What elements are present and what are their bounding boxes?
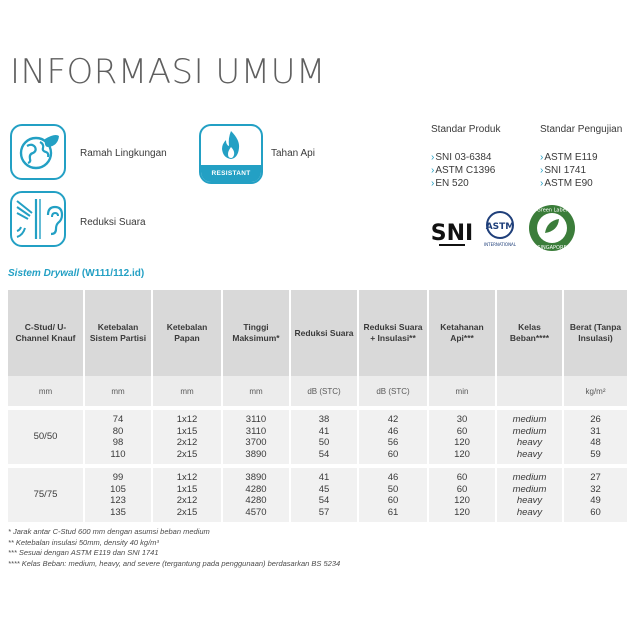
column-header: Ketahanan Api*** bbox=[428, 290, 496, 376]
unit-cell bbox=[496, 376, 563, 406]
resistant-badge: RESISTANT bbox=[201, 165, 261, 182]
page-title: INFORMASI UMUM bbox=[10, 52, 326, 92]
list-item: ›EN 520 bbox=[431, 178, 469, 189]
stud-cell: 50/50 bbox=[8, 410, 84, 464]
column-header: Ketebalan Papan bbox=[152, 290, 222, 376]
svg-text:Green Label: Green Label bbox=[536, 207, 568, 214]
table-row-group-2 bbox=[8, 468, 627, 522]
arrow-icon: › bbox=[540, 165, 544, 176]
board-cell: 1x12 1x15 2x12 2x15 bbox=[152, 410, 222, 464]
unit-cell: mm bbox=[222, 376, 290, 406]
arrow-icon: › bbox=[540, 178, 544, 189]
fire-resistant-icon bbox=[201, 126, 261, 166]
weight-cell: 27 32 49 60 bbox=[563, 468, 627, 522]
load-class-cell: medium medium heavy heavy bbox=[496, 410, 563, 464]
feature-label-sound: Reduksi Suara bbox=[80, 217, 146, 228]
testing-standards-list bbox=[540, 151, 598, 190]
sound-cell: 41 45 54 57 bbox=[290, 468, 358, 522]
stud-cell: 75/75 bbox=[8, 468, 84, 522]
footnote: ** Ketebalan insulasi 50mm, density 40 kg/m³ bbox=[8, 537, 159, 547]
height-cell: 3110 3110 3700 3890 bbox=[222, 410, 290, 464]
product-standards-list bbox=[431, 151, 495, 190]
sound-cell: 38 41 50 54 bbox=[290, 410, 358, 464]
svg-text:INTERNATIONAL: INTERNATIONAL bbox=[483, 242, 517, 247]
astm-logo bbox=[479, 208, 521, 250]
arrow-icon: › bbox=[431, 152, 435, 163]
unit-cell: dB (STC) bbox=[358, 376, 428, 406]
sound-insulation-cell: 42 46 56 60 bbox=[358, 410, 428, 464]
section-title: Sistem Drywall (W111/112.id) bbox=[8, 268, 145, 279]
column-header: C-Stud/ U-Channel Knauf bbox=[8, 290, 84, 376]
feature-label-eco: Ramah Lingkungan bbox=[80, 148, 167, 159]
unit-cell: mm bbox=[152, 376, 222, 406]
column-header: Tinggi Maksimum* bbox=[222, 290, 290, 376]
list-item: ›ASTM C1396 bbox=[431, 165, 496, 176]
column-header: Reduksi Suara bbox=[290, 290, 358, 376]
testing-standards-heading: Standar Pengujian bbox=[540, 124, 623, 135]
sound-feature-icon-box bbox=[10, 191, 66, 247]
globe-leaf-icon bbox=[12, 126, 64, 178]
unit-cell: kg/m² bbox=[563, 376, 627, 406]
thickness-cell: 99 105 123 135 bbox=[84, 468, 152, 522]
list-item: ›SNI 1741 bbox=[540, 165, 587, 176]
sound-insulation-cell: 46 50 60 61 bbox=[358, 468, 428, 522]
footnotes bbox=[8, 527, 340, 569]
footnote: * Jarak antar C-Stud 600 mm dengan asumsi beban medium bbox=[8, 527, 210, 536]
table-row-group-1 bbox=[8, 410, 627, 464]
svg-text:SNI: SNI bbox=[431, 221, 473, 246]
arrow-icon: › bbox=[431, 178, 435, 189]
product-standards-heading: Standar Produk bbox=[431, 124, 501, 135]
height-cell: 3890 4280 4280 4570 bbox=[222, 468, 290, 522]
sni-logo bbox=[431, 208, 473, 250]
units-row bbox=[8, 376, 627, 406]
svg-text:SINGAPORE: SINGAPORE bbox=[537, 245, 567, 251]
column-header: Kelas Beban**** bbox=[496, 290, 563, 376]
list-item: ›ASTM E119 bbox=[540, 152, 598, 163]
load-class-cell: medium medium heavy heavy bbox=[496, 468, 563, 522]
unit-cell: dB (STC) bbox=[290, 376, 358, 406]
arrow-icon: › bbox=[431, 165, 435, 176]
footnote: *** Sesuai dengan ASTM E119 dan SNI 1741 bbox=[8, 548, 159, 557]
list-item: ›ASTM E90 bbox=[540, 178, 593, 189]
spec-table bbox=[8, 290, 627, 522]
fire-feature-icon-box bbox=[199, 124, 263, 184]
board-cell: 1x12 1x15 2x12 2x15 bbox=[152, 468, 222, 522]
table-header-row bbox=[8, 290, 627, 376]
svg-text:ASTM: ASTM bbox=[485, 222, 515, 232]
list-item: ›SNI 03-6384 bbox=[431, 152, 492, 163]
column-header: Reduksi Suara + Insulasi** bbox=[358, 290, 428, 376]
thickness-cell: 74 80 98 110 bbox=[84, 410, 152, 464]
sound-reduction-icon bbox=[12, 193, 64, 245]
unit-cell: min bbox=[428, 376, 496, 406]
weight-cell: 26 31 48 59 bbox=[563, 410, 627, 464]
unit-cell: mm bbox=[8, 376, 84, 406]
fire-cell: 60 60 120 120 bbox=[428, 468, 496, 522]
arrow-icon: › bbox=[540, 152, 544, 163]
fire-cell: 30 60 120 120 bbox=[428, 410, 496, 464]
column-header: Ketebalan Sistem Partisi bbox=[84, 290, 152, 376]
unit-cell: mm bbox=[84, 376, 152, 406]
footnote: **** Kelas Beban: medium, heavy, and severe (tergantung pada penggunaan) berdasarkan BS 5234 bbox=[8, 558, 341, 568]
green-label-logo bbox=[527, 203, 577, 253]
column-header: Berat (Tanpa Insulasi) bbox=[563, 290, 627, 376]
feature-label-fire: Tahan Api bbox=[271, 148, 315, 159]
eco-feature-icon-box bbox=[10, 124, 66, 180]
